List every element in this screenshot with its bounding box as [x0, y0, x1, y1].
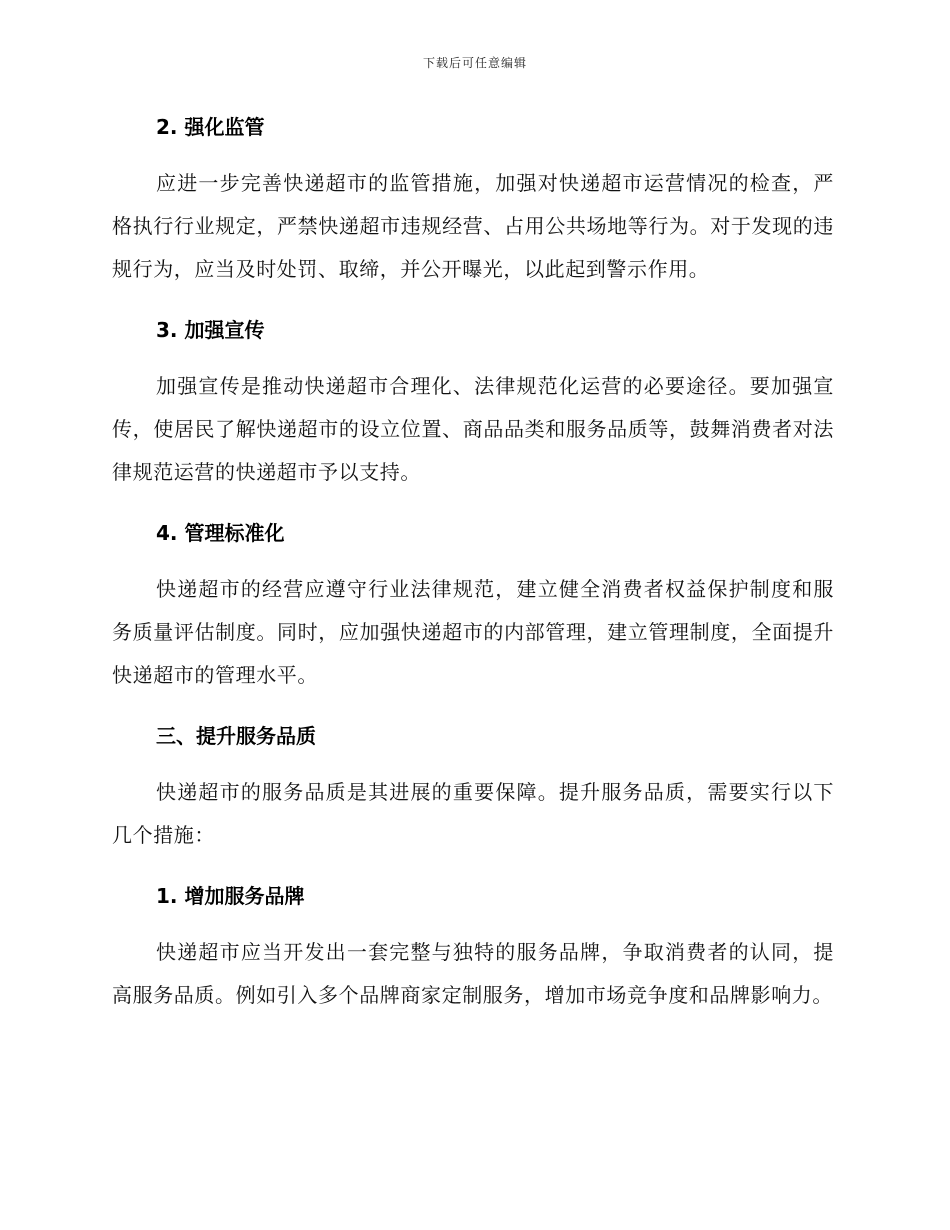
section-heading-strengthen-supervision: 2. 强化监管 [156, 115, 265, 139]
section-paragraph-add-service-brand: 快递超市应当开发出一套完整与独特的服务品牌，争取消费者的认同，提高服务品质。例如引入多个品牌商家定制服务，增加市场竞争度和品牌影响力。 [112, 940, 834, 1007]
document-body [112, 112, 834, 1041]
section-heading-strengthen-publicity: 3. 加强宣传 [156, 318, 265, 342]
section-heading-add-service-brand: 1. 增加服务品牌 [156, 884, 305, 908]
section-paragraph-improve-service-quality: 快递超市的服务品质是其进展的重要保障。提升服务品质，需要实行以下几个措施： [112, 780, 834, 847]
section-paragraph-management-standardization: 快递超市的经营应遵守行业法律规范，建立健全消费者权益保护制度和服务质量评估制度。同时，应加强快递超市的内部管理，建立管理制度，全面提升快递超市的管理水平。 [112, 577, 834, 687]
section-paragraph-strengthen-supervision: 应进一步完善快递超市的监管措施，加强对快递超市运营情况的检查，严格执行行业规定，严禁快递超市违规经营、占用公共场地等行为。对于发现的违规行为，应当及时处罚、取缔，并公开曝光，以此起到警示作用。 [112, 171, 834, 281]
page-header-note: 下载后可任意编辑 [422, 56, 527, 70]
section-paragraph-strengthen-publicity: 加强宣传是推动快递超市合理化、法律规范化运营的必要途径。要加强宣传，使居民了解快递超市的设立位置、商品品类和服务品质等，鼓舞消费者对法律规范运营的快递超市予以支持。 [112, 374, 834, 484]
section-heading-improve-service-quality: 三、提升服务品质 [156, 724, 316, 748]
section-heading-management-standardization: 4. 管理标准化 [156, 521, 285, 545]
